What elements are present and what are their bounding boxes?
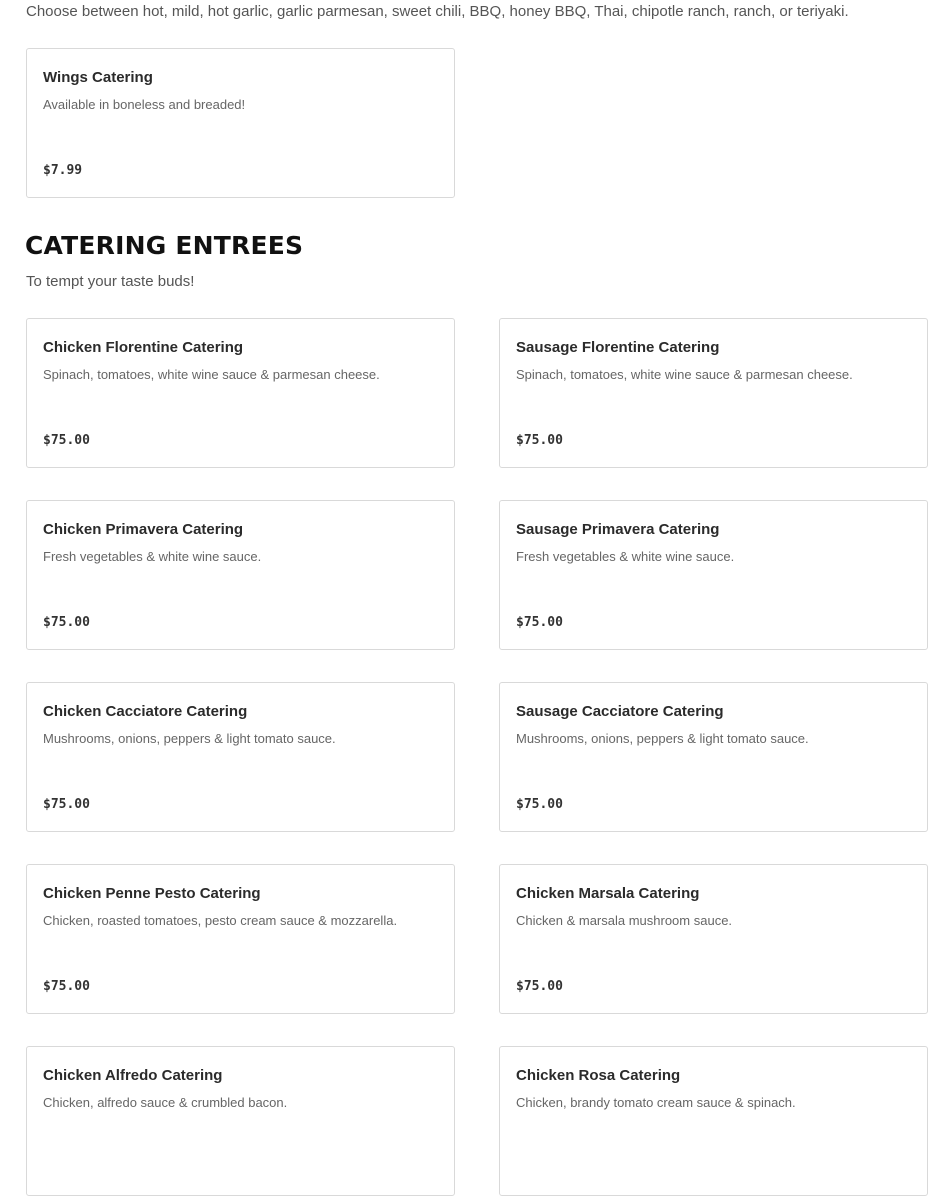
- menu-item-price: $75.00: [516, 433, 563, 448]
- menu-item-name: Chicken Penne Pesto Catering: [43, 885, 261, 902]
- menu-item-description: Mushrooms, onions, peppers & light tomato sauce.: [516, 731, 809, 746]
- menu-item-description: Fresh vegetables & white wine sauce.: [43, 549, 262, 564]
- menu-item-card-chicken-rosa[interactable]: [499, 1046, 928, 1196]
- menu-item-price: $75.00: [516, 797, 563, 812]
- menu-item-description: Chicken, roasted tomatoes, pesto cream sauce & mozzarella.: [43, 913, 398, 928]
- menu-item-price: $75.00: [516, 615, 563, 630]
- wings-section-description: Choose between hot, mild, hot garlic, garlic parmesan, sweet chili, BBQ, honey BBQ, Thai, chipotle ranch, ranch, or teriyaki.: [26, 3, 849, 20]
- menu-item-price: $75.00: [43, 433, 90, 448]
- menu-item-description: Spinach, tomatoes, white wine sauce & parmesan cheese.: [516, 367, 853, 382]
- menu-item-description: Spinach, tomatoes, white wine sauce & parmesan cheese.: [43, 367, 380, 382]
- menu-item-name: Wings Catering: [43, 69, 153, 86]
- menu-item-card-chicken-florentine[interactable]: [26, 318, 455, 468]
- menu-item-price: $75.00: [516, 979, 563, 994]
- menu-item-name: Sausage Florentine Catering: [516, 339, 720, 356]
- menu-item-price: $75.00: [43, 615, 90, 630]
- menu-item-name: Chicken Marsala Catering: [516, 885, 700, 902]
- menu-item-name: Chicken Alfredo Catering: [43, 1067, 223, 1084]
- menu-item-name: Chicken Primavera Catering: [43, 521, 244, 538]
- menu-item-name: Sausage Primavera Catering: [516, 521, 720, 538]
- menu-item-price: $7.99: [43, 163, 83, 178]
- section-title-catering-entrees: CATERING ENTREES: [25, 231, 304, 260]
- menu-item-name: Chicken Cacciatore Catering: [43, 703, 248, 720]
- menu-item-card-chicken-primavera[interactable]: [26, 500, 455, 650]
- menu-item-card-chicken-penne-pesto[interactable]: [26, 864, 455, 1014]
- menu-item-description: Fresh vegetables & white wine sauce.: [516, 549, 735, 564]
- menu-item-card-chicken-alfredo[interactable]: [26, 1046, 455, 1196]
- menu-item-name: Sausage Cacciatore Catering: [516, 703, 724, 720]
- section-subtitle: To tempt your taste buds!: [26, 273, 195, 290]
- menu-item-card-chicken-cacciatore[interactable]: [26, 682, 455, 832]
- menu-item-name: Chicken Rosa Catering: [516, 1067, 681, 1084]
- menu-item-card-chicken-marsala[interactable]: [499, 864, 928, 1014]
- menu-item-description: Mushrooms, onions, peppers & light tomato sauce.: [43, 731, 336, 746]
- menu-item-price: $75.00: [43, 797, 90, 812]
- menu-item-description: Chicken, brandy tomato cream sauce & spinach.: [516, 1095, 796, 1110]
- menu-item-card-sausage-florentine[interactable]: [499, 318, 928, 468]
- menu-item-card-sausage-primavera[interactable]: [499, 500, 928, 650]
- menu-item-description: Available in boneless and breaded!: [43, 97, 246, 112]
- menu-item-description: Chicken & marsala mushroom sauce.: [516, 913, 733, 928]
- menu-item-price: $75.00: [43, 979, 90, 994]
- menu-item-description: Chicken, alfredo sauce & crumbled bacon.: [43, 1095, 288, 1110]
- menu-item-name: Chicken Florentine Catering: [43, 339, 244, 356]
- menu-item-card-wings-catering[interactable]: [26, 48, 455, 198]
- menu-item-card-sausage-cacciatore[interactable]: [499, 682, 928, 832]
